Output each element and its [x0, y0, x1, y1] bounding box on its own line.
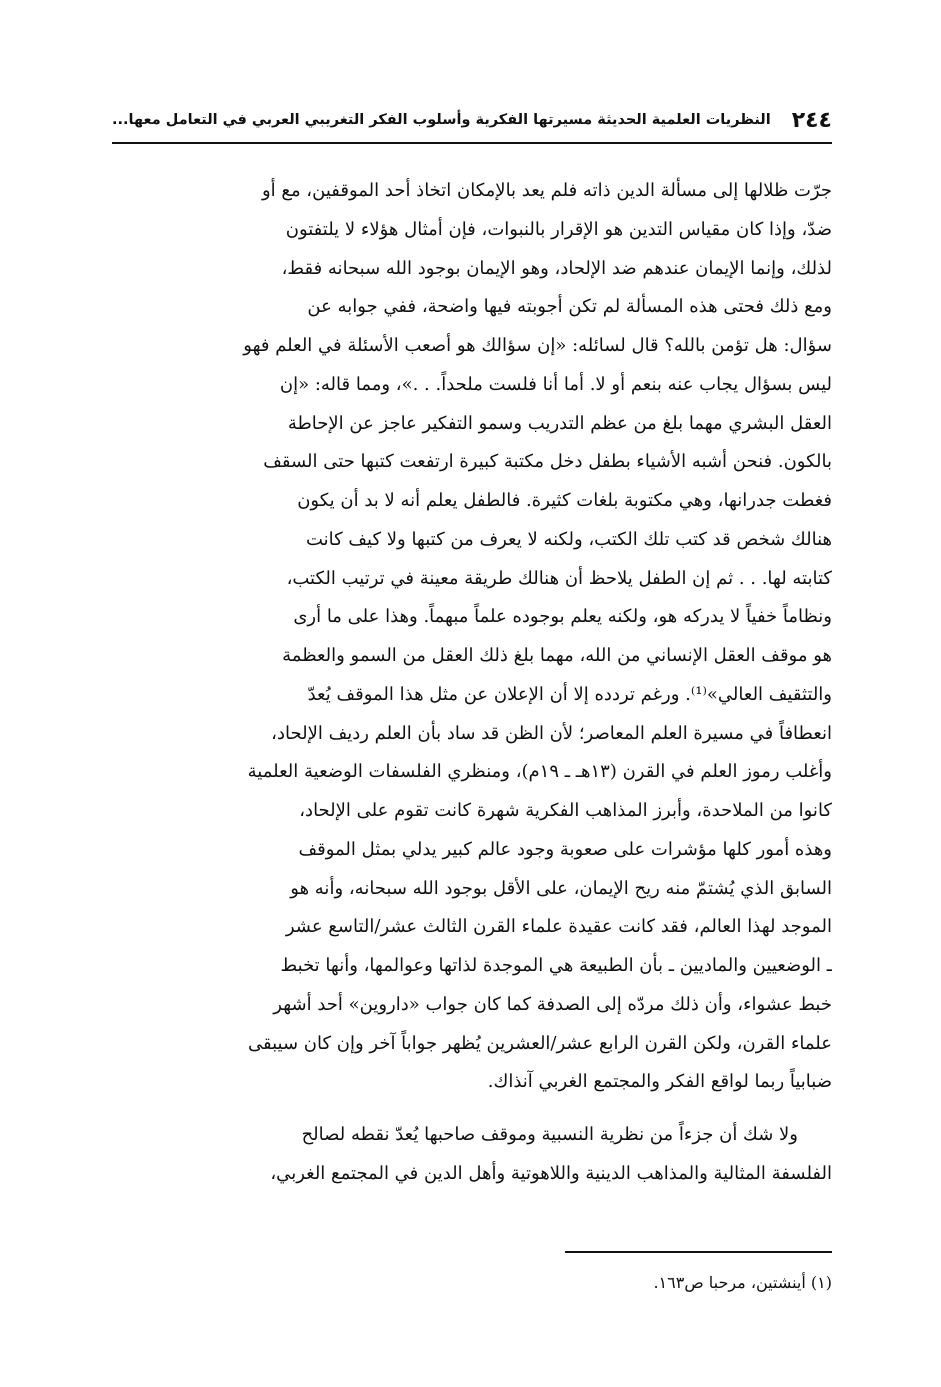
text-line: وأغلب رموز العلم في القرن (١٣هـ ـ ١٩م)، ومنظري الفلسفات الوضعية العلمية — [247, 761, 832, 783]
text-line: وهذه أمور كلها مؤشرات على صعوبة وجود عالم كبير يدلي بمثل الموقف — [298, 838, 832, 860]
body-text — [112, 172, 832, 1194]
text-line: ليس بسؤال يجاب عنه بنعم أو لا. أما أنا فلست ملحداً. . .»، ومما قاله: «إن — [279, 373, 832, 395]
text-line: كتابته لها. . . ثم إن الطفل يلاحظ أن هنالك طريقة معينة في ترتيب الكتب، — [286, 567, 832, 589]
text-line: ونظاماً خفياً لا يدركه هو، ولكنه يعلم بوجوده علماً مبهماً. وهذا على ما أرى — [293, 606, 832, 628]
text-line: سؤال: هل تؤمن بالله؟ قال لسائله: «إن سؤالك هو أصعب الأسئلة في العلم فهو — [243, 335, 832, 356]
text-line: لذلك، وإنما الإيمان عندهم ضد الإلحاد، وهو الإيمان بوجود الله سبحانه فقط، — [281, 257, 832, 279]
text-line: علماء القرن، ولكن القرن الرابع عشر/العشرين يُظهر جواباً آخر وإن كان سيبقى — [248, 1032, 832, 1054]
text-line: ضبابياً ربما لواقع الفكر والمجتمع الغربي آنذاك. — [487, 1071, 832, 1093]
paragraph — [112, 1116, 832, 1194]
page-number: ٢٤٤ — [791, 107, 832, 133]
text-line: فغطت جدرانها، وهي مكتوبة بلغات كثيرة. فالطفل يعلم أنه لا بد أن يكون — [297, 490, 832, 511]
text-line: بالكون. فنحن أشبه الأشياء بطفل دخل مكتبة كبيرة ارتفعت كتبها حتى السقف — [263, 451, 832, 473]
text-line: جرّت ظلالها إلى مسألة الدين ذاته فلم يعد بالإمكان اتخاذ أحد الموقفين، مع أو — [261, 180, 832, 201]
text-line: العقل البشري مهما بلغ من عظم التدريب وسمو التفكير عاجز عن الإحاطة — [287, 412, 832, 434]
paragraph — [112, 172, 832, 1102]
text-line: ـ الوضعيين والماديين ـ بأن الطبيعة هي الموجدة لذاتها وعوالمها، وأنها تخبط — [280, 955, 832, 976]
text-line: الفلسفة المثالية والمذاهب الدينية واللاهوتية وأهل الدين في المجتمع الغربي، — [270, 1162, 832, 1184]
page-header — [112, 100, 832, 140]
text-line: ومع ذلك فحتى هذه المسألة لم تكن أجوبته فيها واضحة، ففي جوابه عن — [307, 296, 832, 318]
text-line: والتثقيف العالي»⁽¹⁾. ورغم تردده إلا أن الإعلان عن مثل هذا الموقف يُعدّ — [307, 683, 832, 705]
text-line: ولا شك أن جزءاً من نظرية النسبية وموقف صاحبها يُعدّ نقطه لصالح — [301, 1124, 798, 1145]
text-line: خبط عشواء، وأن ذلك مردّه إلى الصدفة كما كان جواب «داروين» أحد أشهر — [273, 993, 832, 1015]
text-line: ضدّ، وإذا كان مقياس التدين هو الإقرار بالنبوات، فإن أمثال هؤلاء لا يلتفتون — [285, 218, 832, 240]
text-line: كانوا من الملاحدة، وأبرز المذاهب الفكرية شهرة كانت تقوم على الإلحاد، — [299, 800, 832, 821]
text-line: الموجد لهذا العالم، فقد كانت عقيدة علماء القرن الثالث عشر/التاسع عشر — [285, 916, 832, 938]
header-rule — [112, 142, 832, 144]
text-line: هنالك شخص قد كتب تلك الكتب، ولكنه لا يعرف من كتبها ولا كيف كانت — [305, 528, 832, 550]
text-line: السابق الذي يُشتمّ منه ريح الإيمان، على الأقل بوجود الله سبحانه، وأنه هو — [290, 877, 832, 899]
footnote: (١) أينشتين، مرحبا ص١٦٣. — [653, 1273, 832, 1292]
running-title: النظريات العلمية الحديثة مسيرتها الفكرية وأسلوب الفكر التغريبي العربي في التعامل معها... — [112, 112, 771, 128]
text-line: انعطافاً في مسيرة العلم المعاصر؛ لأن الظن قد ساد بأن العلم رديف الإلحاد، — [271, 722, 832, 744]
text-line: هو موقف العقل الإنساني من الله، مهما بلغ ذلك العقل من السمو والعظمة — [282, 645, 832, 666]
footnote-separator — [565, 1251, 832, 1253]
